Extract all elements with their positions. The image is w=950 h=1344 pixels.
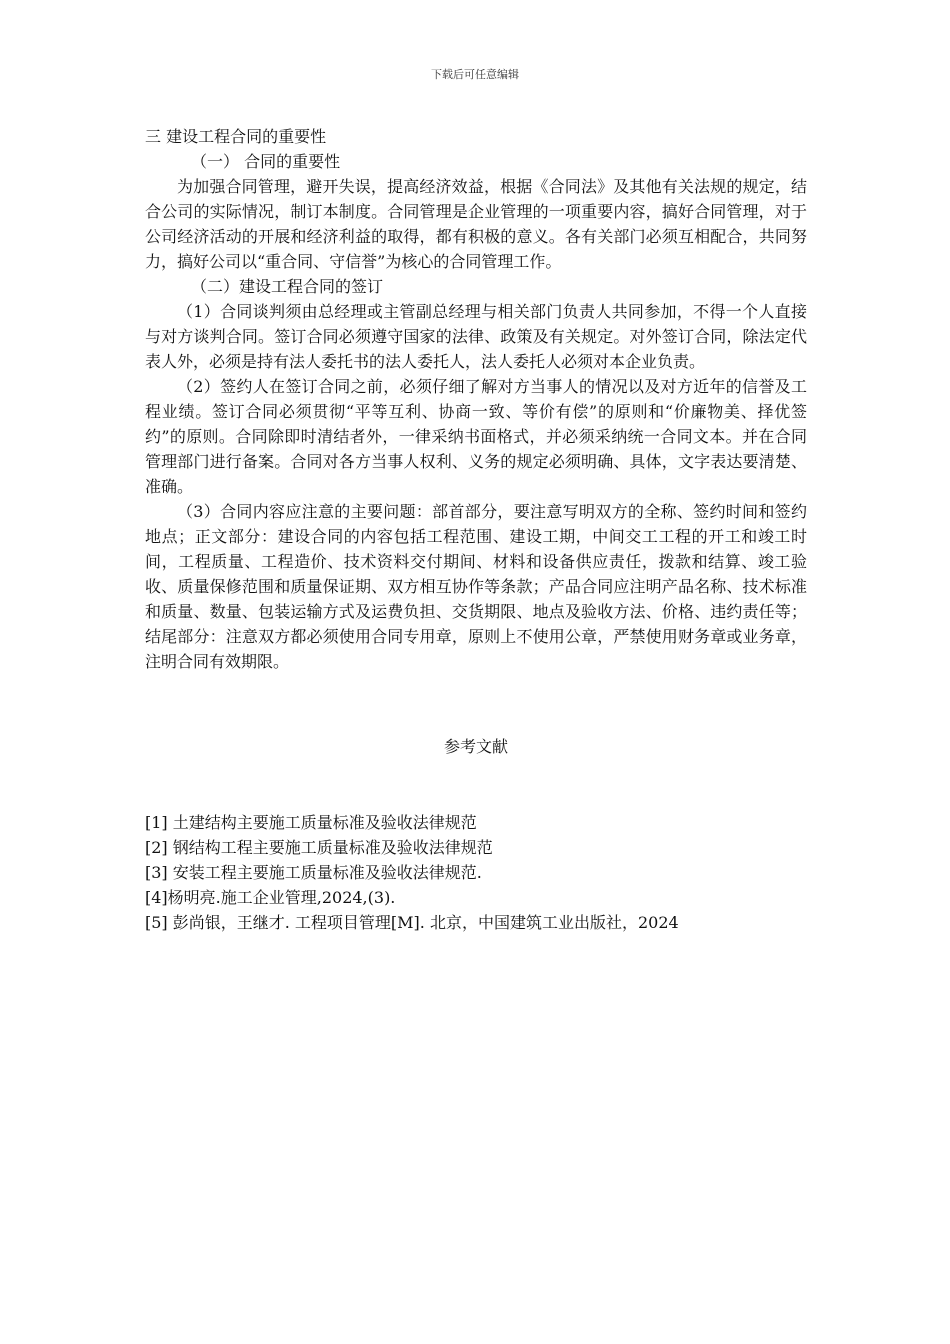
document-body	[145, 124, 807, 674]
section-title: 三 建设工程合同的重要性	[145, 127, 327, 146]
paragraph-item-2: （2）签约人在签订合同之前，必须仔细了解对方当事人的情况以及对方近年的信誉及工程业绩。签订合同必须贯彻“平等互利、协商一致、等价有偿”的原则和“价廉物美、择优签约”的原则。合同除即时清结者外，一律采纳书面格式，并必须采纳统一合同文本。并在合同管理部门进行备案。合同对各方当事人权利、义务的规定必须明确、具体，文字表达要清楚、准确。	[145, 377, 807, 496]
reference-item: [3] 安装工程主要施工质量标准及验收法律规范.	[145, 863, 482, 882]
subsection-title-2: （二）建设工程合同的签订	[191, 277, 384, 296]
paragraph-item-3: （3）合同内容应注意的主要问题：部首部分，要注意写明双方的全称、签约时间和签约地点；正文部分：建设合同的内容包括工程范围、建设工期，中间交工工程的开工和竣工时间，工程质量、工程造价、技术资料交付期间、材料和设备供应责任，拨款和结算、竣工验收、质量保修范围和质量保证期、双方相互协作等条款；产品合同应注明产品名称、技术标准和质量、数量、包装运输方式及运费负担、交货期限、地点及验收方法、价格、违约责任等；结尾部分：注意双方都必须使用合同专用章，原则上不使用公章，严禁使用财务章或业务章，注明合同有效期限。	[145, 502, 807, 671]
reference-item: [1] 土建结构主要施工质量标准及验收法律规范	[145, 813, 477, 832]
page-header: 下载后可任意编辑	[431, 68, 519, 81]
subsection-title-1: （一） 合同的重要性	[191, 152, 341, 171]
paragraph-item-1: （1）合同谈判须由总经理或主管副总经理与相关部门负责人共同参加，不得一个人直接与对方谈判合同。签订合同必须遵守国家的法律、政策及有关规定。对外签订合同，除法定代表人外，必须是持有法人委托书的法人委托人，法人委托人必须对本企业负责。	[145, 302, 807, 371]
reference-item: [2] 钢结构工程主要施工质量标准及验收法律规范	[145, 838, 493, 857]
reference-item: [5] 彭尚银，王继才. 工程项目管理[M]. 北京，中国建筑工业出版社，2024	[145, 913, 679, 932]
paragraph-importance: 为加强合同管理，避开失误，提高经济效益，根据《合同法》及其他有关法规的规定，结合公司的实际情况，制订本制度。合同管理是企业管理的一项重要内容，搞好合同管理，对于公司经济活动的开展和经济利益的取得，都有积极的意义。各有关部门必须互相配合，共同努力，搞好公司以“重合同、守信誉”为核心的合同管理工作。	[145, 177, 807, 271]
reference-item: [4]杨明亮.施工企业管理,2024,(3).	[145, 888, 396, 907]
references-list	[145, 810, 807, 935]
references-title: 参考文献	[443, 737, 508, 756]
